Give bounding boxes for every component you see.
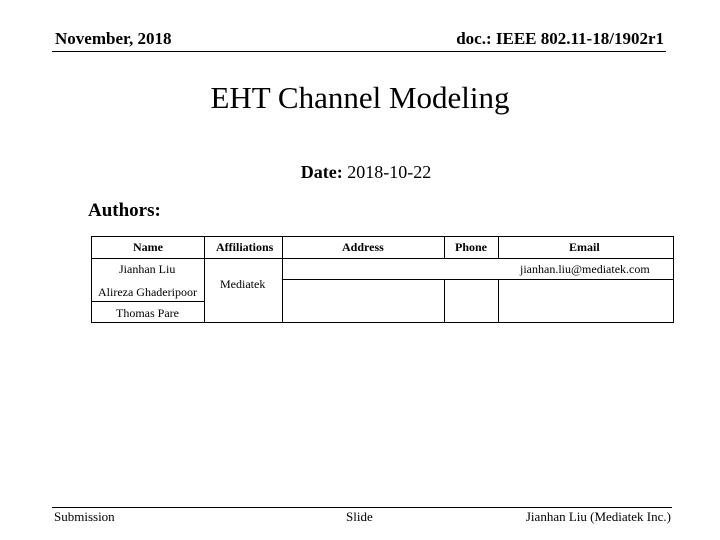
table-col-line-1 — [204, 236, 205, 323]
slide-title: EHT Channel Modeling — [210, 80, 510, 115]
table-line-row1 — [282, 279, 674, 280]
table-col-line-3 — [444, 236, 445, 258]
col-header-affiliations: Affiliations — [216, 240, 274, 254]
header-date: November, 2018 — [55, 29, 172, 48]
footer-submission: Submission — [54, 509, 115, 524]
col-header-name: Name — [133, 240, 163, 254]
table-border-left — [91, 236, 92, 323]
header-divider — [52, 51, 666, 52]
author-name-1: Jianhan Liu — [119, 262, 176, 276]
table-border-top — [91, 236, 674, 237]
authors-table — [91, 236, 674, 323]
author-name-2: Alireza Ghaderipoor — [98, 285, 197, 299]
footer-divider — [52, 507, 672, 508]
table-line-name3 — [91, 301, 204, 302]
footer-author: Jianhan Liu (Mediatek Inc.) — [525, 509, 671, 524]
table-border-right — [673, 236, 674, 323]
table-col-line-3b — [444, 279, 445, 323]
table-border-bottom — [91, 322, 674, 323]
date-value: 2018-10-22 — [347, 162, 432, 182]
author-affiliation: Mediatek — [220, 277, 266, 291]
footer-slide: Slide — [346, 509, 373, 524]
table-line-header — [91, 258, 674, 259]
col-header-email: Email — [569, 240, 600, 254]
author-name-3: Thomas Pare — [116, 306, 179, 320]
authors-label: Authors: — [88, 200, 161, 221]
col-header-phone: Phone — [455, 240, 488, 254]
date-label: Date: — [300, 162, 343, 182]
author-email: jianhan.liu@mediatek.com — [520, 262, 650, 276]
table-col-line-2 — [282, 236, 283, 323]
header-doc-id: doc.: IEEE 802.11-18/1902r1 — [456, 29, 664, 48]
table-col-line-4 — [498, 236, 499, 258]
date-line — [0, 162, 720, 183]
col-header-address: Address — [342, 240, 384, 254]
table-col-line-4b — [498, 279, 499, 323]
